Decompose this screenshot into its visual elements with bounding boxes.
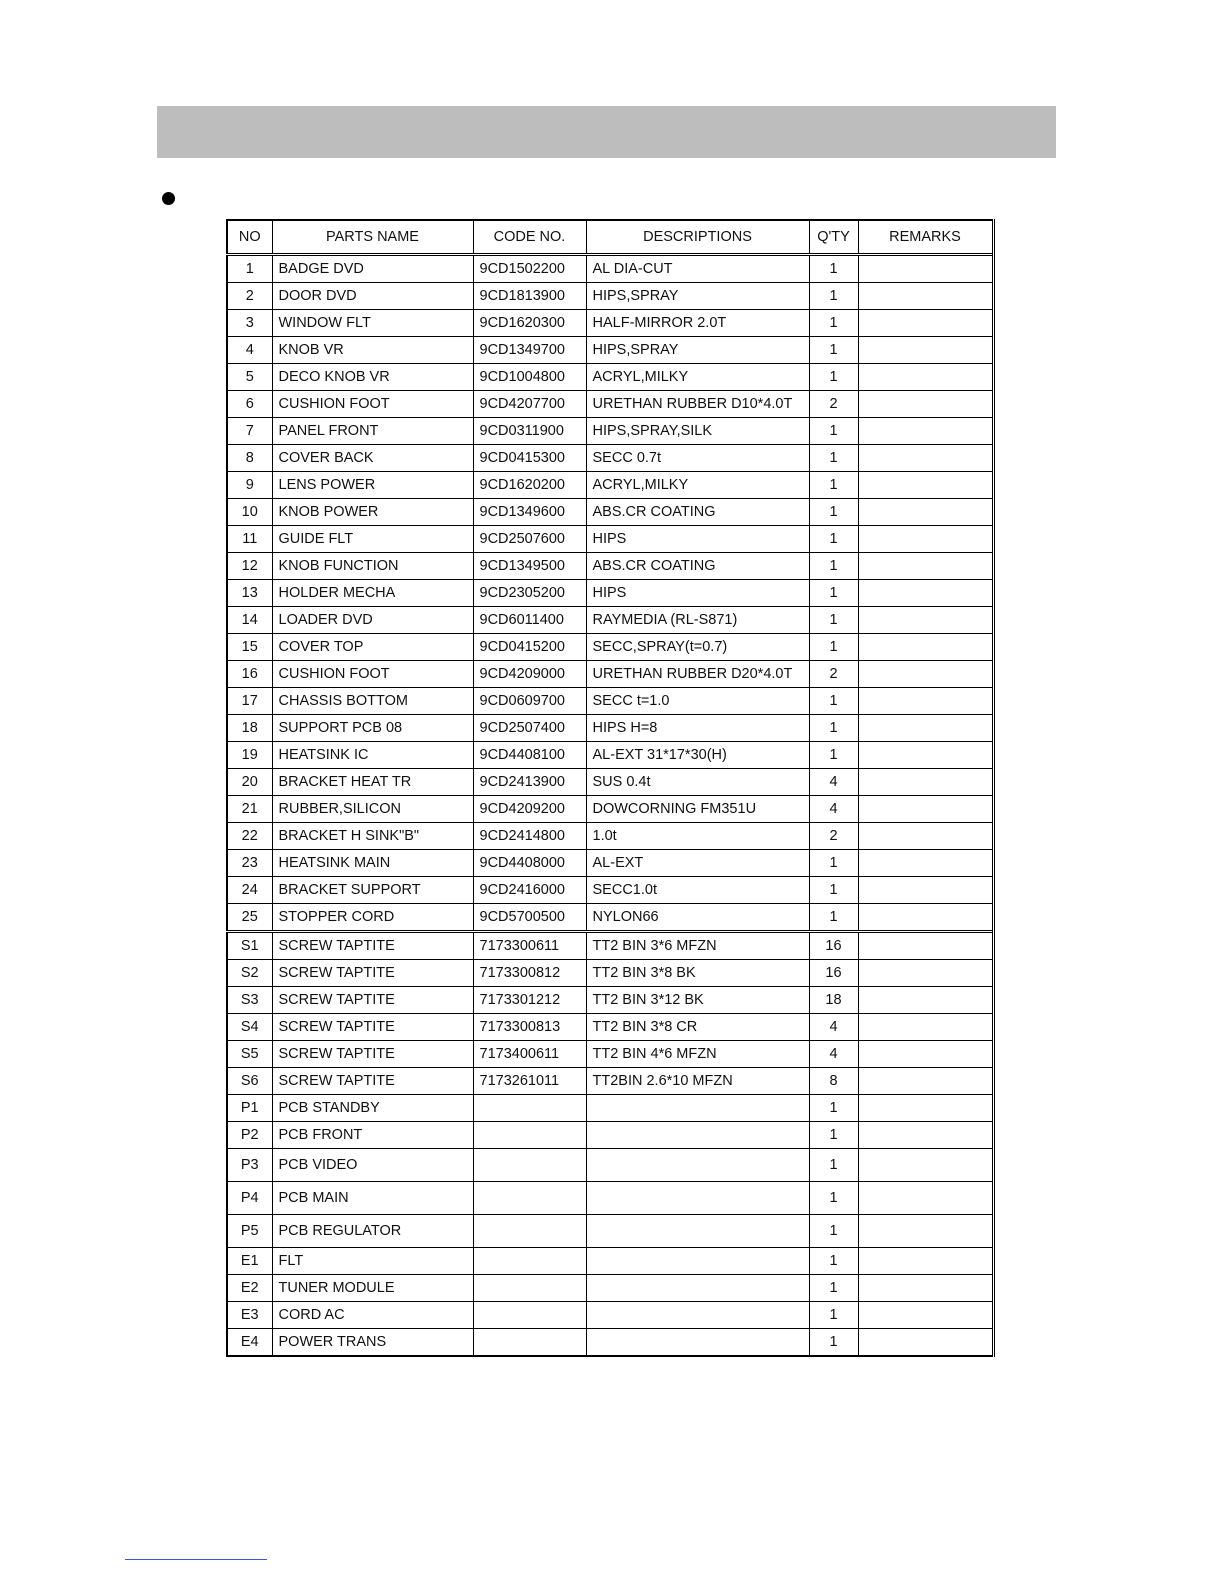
- cell-remarks: [858, 418, 993, 445]
- cell-remarks: [858, 445, 993, 472]
- cell-code-no: 9CD4408000: [473, 850, 586, 877]
- header-parts-name: PARTS NAME: [272, 220, 473, 255]
- cell-remarks: [858, 1182, 993, 1215]
- cell-no: 14: [227, 607, 272, 634]
- cell-remarks: [858, 553, 993, 580]
- cell-qty: 1: [809, 850, 858, 877]
- cell-remarks: [858, 877, 993, 904]
- cell-description: ABS.CR COATING: [586, 499, 809, 526]
- cell-parts-name: BADGE DVD: [272, 255, 473, 283]
- cell-description: HIPS H=8: [586, 715, 809, 742]
- table-row: [227, 1182, 993, 1215]
- cell-description: TT2 BIN 3*8 CR: [586, 1014, 809, 1041]
- cell-qty: 1: [809, 310, 858, 337]
- cell-qty: 1: [809, 1302, 858, 1329]
- table-row: [227, 1095, 993, 1122]
- cell-no: 19: [227, 742, 272, 769]
- cell-parts-name: SCREW TAPTITE: [272, 932, 473, 960]
- cell-parts-name: KNOB FUNCTION: [272, 553, 473, 580]
- cell-no: 12: [227, 553, 272, 580]
- cell-remarks: [858, 1329, 993, 1357]
- cell-parts-name: PCB STANDBY: [272, 1095, 473, 1122]
- cell-remarks: [858, 337, 993, 364]
- cell-parts-name: CUSHION FOOT: [272, 391, 473, 418]
- cell-remarks: [858, 1302, 993, 1329]
- cell-code-no: 9CD0415200: [473, 634, 586, 661]
- cell-qty: 4: [809, 796, 858, 823]
- cell-qty: 1: [809, 580, 858, 607]
- cell-qty: 1: [809, 337, 858, 364]
- cell-code-no: 9CD2413900: [473, 769, 586, 796]
- cell-code-no: 9CD2305200: [473, 580, 586, 607]
- cell-description: TT2 BIN 3*6 MFZN: [586, 932, 809, 960]
- cell-parts-name: HEATSINK MAIN: [272, 850, 473, 877]
- table-row: [227, 526, 993, 553]
- cell-description: RAYMEDIA (RL-S871): [586, 607, 809, 634]
- cell-code-no: 7173261011: [473, 1068, 586, 1095]
- table-row: [227, 337, 993, 364]
- cell-description: DOWCORNING FM351U: [586, 796, 809, 823]
- cell-no: 15: [227, 634, 272, 661]
- table-row: [227, 877, 993, 904]
- table-row: [227, 960, 993, 987]
- cell-remarks: [858, 823, 993, 850]
- table-row: [227, 1248, 993, 1275]
- cell-description: [586, 1122, 809, 1149]
- cell-no: 8: [227, 445, 272, 472]
- table-row: [227, 823, 993, 850]
- table-row: [227, 1041, 993, 1068]
- cell-code-no: 9CD4209000: [473, 661, 586, 688]
- cell-no: S1: [227, 932, 272, 960]
- cell-description: URETHAN RUBBER D20*4.0T: [586, 661, 809, 688]
- cell-no: S4: [227, 1014, 272, 1041]
- cell-remarks: [858, 1215, 993, 1248]
- cell-no: 24: [227, 877, 272, 904]
- cell-remarks: [858, 742, 993, 769]
- cell-qty: 1: [809, 255, 858, 283]
- cell-qty: 1: [809, 1095, 858, 1122]
- cell-qty: 2: [809, 823, 858, 850]
- cell-no: P4: [227, 1182, 272, 1215]
- cell-no: E3: [227, 1302, 272, 1329]
- cell-qty: 1: [809, 1182, 858, 1215]
- cell-no: P2: [227, 1122, 272, 1149]
- table-row: [227, 932, 993, 960]
- cell-qty: 16: [809, 932, 858, 960]
- cell-parts-name: WINDOW FLT: [272, 310, 473, 337]
- cell-no: 7: [227, 418, 272, 445]
- cell-parts-name: KNOB POWER: [272, 499, 473, 526]
- table-row: [227, 904, 993, 932]
- table-row: [227, 553, 993, 580]
- cell-no: 17: [227, 688, 272, 715]
- cell-qty: 1: [809, 1122, 858, 1149]
- cell-no: 16: [227, 661, 272, 688]
- cell-code-no: [473, 1095, 586, 1122]
- cell-no: 1: [227, 255, 272, 283]
- cell-description: TT2BIN 2.6*10 MFZN: [586, 1068, 809, 1095]
- cell-code-no: 9CD1349600: [473, 499, 586, 526]
- cell-parts-name: FLT: [272, 1248, 473, 1275]
- cell-code-no: 9CD2507400: [473, 715, 586, 742]
- cell-parts-name: RUBBER,SILICON: [272, 796, 473, 823]
- cell-description: TT2 BIN 3*8 BK: [586, 960, 809, 987]
- cell-qty: 1: [809, 1329, 858, 1357]
- cell-code-no: 9CD1004800: [473, 364, 586, 391]
- cell-code-no: 9CD1349700: [473, 337, 586, 364]
- cell-code-no: 9CD4207700: [473, 391, 586, 418]
- cell-parts-name: CORD AC: [272, 1302, 473, 1329]
- table-header-row: [227, 220, 993, 255]
- cell-parts-name: POWER TRANS: [272, 1329, 473, 1357]
- cell-no: 25: [227, 904, 272, 932]
- cell-description: URETHAN RUBBER D10*4.0T: [586, 391, 809, 418]
- cell-qty: 1: [809, 1248, 858, 1275]
- cell-description: [586, 1275, 809, 1302]
- cell-qty: 1: [809, 553, 858, 580]
- cell-remarks: [858, 1095, 993, 1122]
- cell-remarks: [858, 1248, 993, 1275]
- cell-no: S2: [227, 960, 272, 987]
- cell-remarks: [858, 987, 993, 1014]
- cell-code-no: 9CD2414800: [473, 823, 586, 850]
- table-row: [227, 769, 993, 796]
- cell-code-no: [473, 1182, 586, 1215]
- cell-parts-name: SCREW TAPTITE: [272, 1068, 473, 1095]
- cell-parts-name: BRACKET HEAT TR: [272, 769, 473, 796]
- cell-remarks: [858, 904, 993, 932]
- cell-no: 20: [227, 769, 272, 796]
- cell-parts-name: SCREW TAPTITE: [272, 1014, 473, 1041]
- cell-code-no: [473, 1149, 586, 1182]
- cell-code-no: 9CD1349500: [473, 553, 586, 580]
- cell-description: [586, 1149, 809, 1182]
- cell-remarks: [858, 661, 993, 688]
- cell-code-no: [473, 1248, 586, 1275]
- cell-code-no: 9CD1620200: [473, 472, 586, 499]
- table-row: [227, 1215, 993, 1248]
- header-code-no: CODE NO.: [473, 220, 586, 255]
- cell-no: 6: [227, 391, 272, 418]
- cell-code-no: 9CD0415300: [473, 445, 586, 472]
- cell-description: HIPS: [586, 526, 809, 553]
- table-row: [227, 499, 993, 526]
- cell-parts-name: HEATSINK IC: [272, 742, 473, 769]
- cell-qty: 16: [809, 960, 858, 987]
- cell-no: 2: [227, 283, 272, 310]
- cell-description: SECC1.0t: [586, 877, 809, 904]
- table-row: [227, 283, 993, 310]
- cell-description: ABS.CR COATING: [586, 553, 809, 580]
- table-row: [227, 1329, 993, 1357]
- cell-description: 1.0t: [586, 823, 809, 850]
- cell-description: NYLON66: [586, 904, 809, 932]
- cell-description: SUS 0.4t: [586, 769, 809, 796]
- cell-remarks: [858, 580, 993, 607]
- header-no: NO: [227, 220, 272, 255]
- cell-qty: 1: [809, 742, 858, 769]
- cell-no: E1: [227, 1248, 272, 1275]
- cell-code-no: 9CD5700500: [473, 904, 586, 932]
- cell-remarks: [858, 607, 993, 634]
- cell-parts-name: PCB REGULATOR: [272, 1215, 473, 1248]
- cell-code-no: 7173300611: [473, 932, 586, 960]
- header-qty: Q'TY: [809, 220, 858, 255]
- cell-no: S5: [227, 1041, 272, 1068]
- cell-description: [586, 1248, 809, 1275]
- cell-remarks: [858, 769, 993, 796]
- table-row: [227, 1014, 993, 1041]
- cell-parts-name: PCB FRONT: [272, 1122, 473, 1149]
- parts-list-table: [226, 219, 995, 1357]
- cell-no: 5: [227, 364, 272, 391]
- cell-qty: 1: [809, 526, 858, 553]
- cell-remarks: [858, 932, 993, 960]
- cell-qty: 1: [809, 364, 858, 391]
- cell-description: HIPS,SPRAY: [586, 337, 809, 364]
- cell-qty: 2: [809, 391, 858, 418]
- cell-description: AL DIA-CUT: [586, 255, 809, 283]
- cell-parts-name: BRACKET SUPPORT: [272, 877, 473, 904]
- cell-code-no: 9CD0311900: [473, 418, 586, 445]
- cell-description: HALF-MIRROR 2.0T: [586, 310, 809, 337]
- cell-remarks: [858, 960, 993, 987]
- cell-parts-name: KNOB VR: [272, 337, 473, 364]
- cell-code-no: 9CD1813900: [473, 283, 586, 310]
- cell-code-no: [473, 1122, 586, 1149]
- cell-no: E4: [227, 1329, 272, 1357]
- cell-remarks: [858, 472, 993, 499]
- cell-code-no: [473, 1329, 586, 1357]
- cell-qty: 1: [809, 1215, 858, 1248]
- cell-qty: 1: [809, 607, 858, 634]
- table-row: [227, 391, 993, 418]
- cell-remarks: [858, 1041, 993, 1068]
- cell-remarks: [858, 391, 993, 418]
- cell-remarks: [858, 1122, 993, 1149]
- cell-code-no: 9CD6011400: [473, 607, 586, 634]
- table-row: [227, 661, 993, 688]
- table-row: [227, 418, 993, 445]
- cell-remarks: [858, 499, 993, 526]
- cell-description: [586, 1302, 809, 1329]
- cell-no: P1: [227, 1095, 272, 1122]
- table-row: [227, 1122, 993, 1149]
- cell-code-no: 9CD4408100: [473, 742, 586, 769]
- cell-qty: 1: [809, 904, 858, 932]
- cell-description: [586, 1095, 809, 1122]
- cell-description: SECC,SPRAY(t=0.7): [586, 634, 809, 661]
- cell-code-no: [473, 1302, 586, 1329]
- table-row: [227, 796, 993, 823]
- cell-no: E2: [227, 1275, 272, 1302]
- cell-no: 21: [227, 796, 272, 823]
- cell-qty: 1: [809, 418, 858, 445]
- cell-remarks: [858, 310, 993, 337]
- cell-description: [586, 1215, 809, 1248]
- cell-parts-name: PCB VIDEO: [272, 1149, 473, 1182]
- cell-qty: 1: [809, 877, 858, 904]
- cell-no: 23: [227, 850, 272, 877]
- cell-code-no: 7173400611: [473, 1041, 586, 1068]
- cell-code-no: 9CD1502200: [473, 255, 586, 283]
- cell-parts-name: SCREW TAPTITE: [272, 987, 473, 1014]
- cell-description: [586, 1182, 809, 1215]
- cell-no: P3: [227, 1149, 272, 1182]
- cell-description: SECC 0.7t: [586, 445, 809, 472]
- cell-remarks: [858, 715, 993, 742]
- cell-no: S6: [227, 1068, 272, 1095]
- cell-code-no: [473, 1275, 586, 1302]
- table-row: [227, 715, 993, 742]
- cell-qty: 1: [809, 499, 858, 526]
- header-descriptions: DESCRIPTIONS: [586, 220, 809, 255]
- cell-no: P5: [227, 1215, 272, 1248]
- table-row: [227, 634, 993, 661]
- cell-parts-name: GUIDE FLT: [272, 526, 473, 553]
- table-row: [227, 607, 993, 634]
- cell-remarks: [858, 1068, 993, 1095]
- cell-parts-name: LENS POWER: [272, 472, 473, 499]
- cell-description: HIPS,SPRAY,SILK: [586, 418, 809, 445]
- cell-remarks: [858, 1149, 993, 1182]
- cell-description: ACRYL,MILKY: [586, 364, 809, 391]
- cell-remarks: [858, 364, 993, 391]
- cell-code-no: 9CD4209200: [473, 796, 586, 823]
- cell-parts-name: DECO KNOB VR: [272, 364, 473, 391]
- cell-remarks: [858, 850, 993, 877]
- table-row: [227, 1302, 993, 1329]
- cell-remarks: [858, 255, 993, 283]
- cell-description: [586, 1329, 809, 1357]
- section-header-bar: [157, 106, 1056, 158]
- cell-parts-name: SCREW TAPTITE: [272, 960, 473, 987]
- cell-remarks: [858, 283, 993, 310]
- cell-remarks: [858, 1275, 993, 1302]
- cell-no: 22: [227, 823, 272, 850]
- cell-parts-name: HOLDER MECHA: [272, 580, 473, 607]
- cell-description: TT2 BIN 3*12 BK: [586, 987, 809, 1014]
- cell-code-no: 9CD1620300: [473, 310, 586, 337]
- cell-parts-name: COVER TOP: [272, 634, 473, 661]
- cell-qty: 1: [809, 445, 858, 472]
- cell-remarks: [858, 526, 993, 553]
- cell-qty: 1: [809, 715, 858, 742]
- cell-description: AL-EXT: [586, 850, 809, 877]
- cell-parts-name: CHASSIS BOTTOM: [272, 688, 473, 715]
- table-row: [227, 445, 993, 472]
- cell-no: 10: [227, 499, 272, 526]
- cell-no: 11: [227, 526, 272, 553]
- cell-qty: 1: [809, 283, 858, 310]
- cell-no: 18: [227, 715, 272, 742]
- cell-description: ACRYL,MILKY: [586, 472, 809, 499]
- table-row: [227, 742, 993, 769]
- cell-qty: 1: [809, 1149, 858, 1182]
- cell-qty: 2: [809, 661, 858, 688]
- table-row: [227, 364, 993, 391]
- table-row: [227, 255, 993, 283]
- cell-qty: 1: [809, 1275, 858, 1302]
- cell-qty: 4: [809, 769, 858, 796]
- cell-qty: 4: [809, 1014, 858, 1041]
- bullet-icon: [162, 192, 175, 205]
- cell-code-no: 9CD2507600: [473, 526, 586, 553]
- cell-no: 4: [227, 337, 272, 364]
- cell-description: HIPS: [586, 580, 809, 607]
- cell-parts-name: CUSHION FOOT: [272, 661, 473, 688]
- table-row: [227, 472, 993, 499]
- cell-parts-name: LOADER DVD: [272, 607, 473, 634]
- cell-remarks: [858, 796, 993, 823]
- cell-parts-name: STOPPER CORD: [272, 904, 473, 932]
- cell-code-no: 9CD2416000: [473, 877, 586, 904]
- cell-no: 9: [227, 472, 272, 499]
- table-row: [227, 1149, 993, 1182]
- cell-qty: 1: [809, 688, 858, 715]
- cell-code-no: 9CD0609700: [473, 688, 586, 715]
- cell-qty: 8: [809, 1068, 858, 1095]
- footer-link-underline: [125, 1559, 267, 1560]
- cell-parts-name: SUPPORT PCB 08: [272, 715, 473, 742]
- cell-parts-name: COVER BACK: [272, 445, 473, 472]
- cell-description: HIPS,SPRAY: [586, 283, 809, 310]
- table-row: [227, 987, 993, 1014]
- cell-remarks: [858, 634, 993, 661]
- cell-code-no: 7173300813: [473, 1014, 586, 1041]
- cell-no: 3: [227, 310, 272, 337]
- cell-qty: 18: [809, 987, 858, 1014]
- cell-qty: 4: [809, 1041, 858, 1068]
- cell-parts-name: SCREW TAPTITE: [272, 1041, 473, 1068]
- cell-code-no: [473, 1215, 586, 1248]
- cell-parts-name: DOOR DVD: [272, 283, 473, 310]
- cell-parts-name: PCB MAIN: [272, 1182, 473, 1215]
- table-row: [227, 580, 993, 607]
- cell-parts-name: BRACKET H SINK"B": [272, 823, 473, 850]
- cell-parts-name: TUNER MODULE: [272, 1275, 473, 1302]
- cell-description: SECC t=1.0: [586, 688, 809, 715]
- cell-code-no: 7173301212: [473, 987, 586, 1014]
- table-row: [227, 688, 993, 715]
- cell-description: TT2 BIN 4*6 MFZN: [586, 1041, 809, 1068]
- cell-qty: 1: [809, 634, 858, 661]
- cell-remarks: [858, 688, 993, 715]
- cell-description: AL-EXT 31*17*30(H): [586, 742, 809, 769]
- cell-remarks: [858, 1014, 993, 1041]
- cell-code-no: 7173300812: [473, 960, 586, 987]
- table-row: [227, 850, 993, 877]
- cell-no: 13: [227, 580, 272, 607]
- table-row: [227, 1068, 993, 1095]
- cell-parts-name: PANEL FRONT: [272, 418, 473, 445]
- cell-qty: 1: [809, 472, 858, 499]
- table-row: [227, 1275, 993, 1302]
- header-remarks: REMARKS: [858, 220, 993, 255]
- table-row: [227, 310, 993, 337]
- cell-no: S3: [227, 987, 272, 1014]
